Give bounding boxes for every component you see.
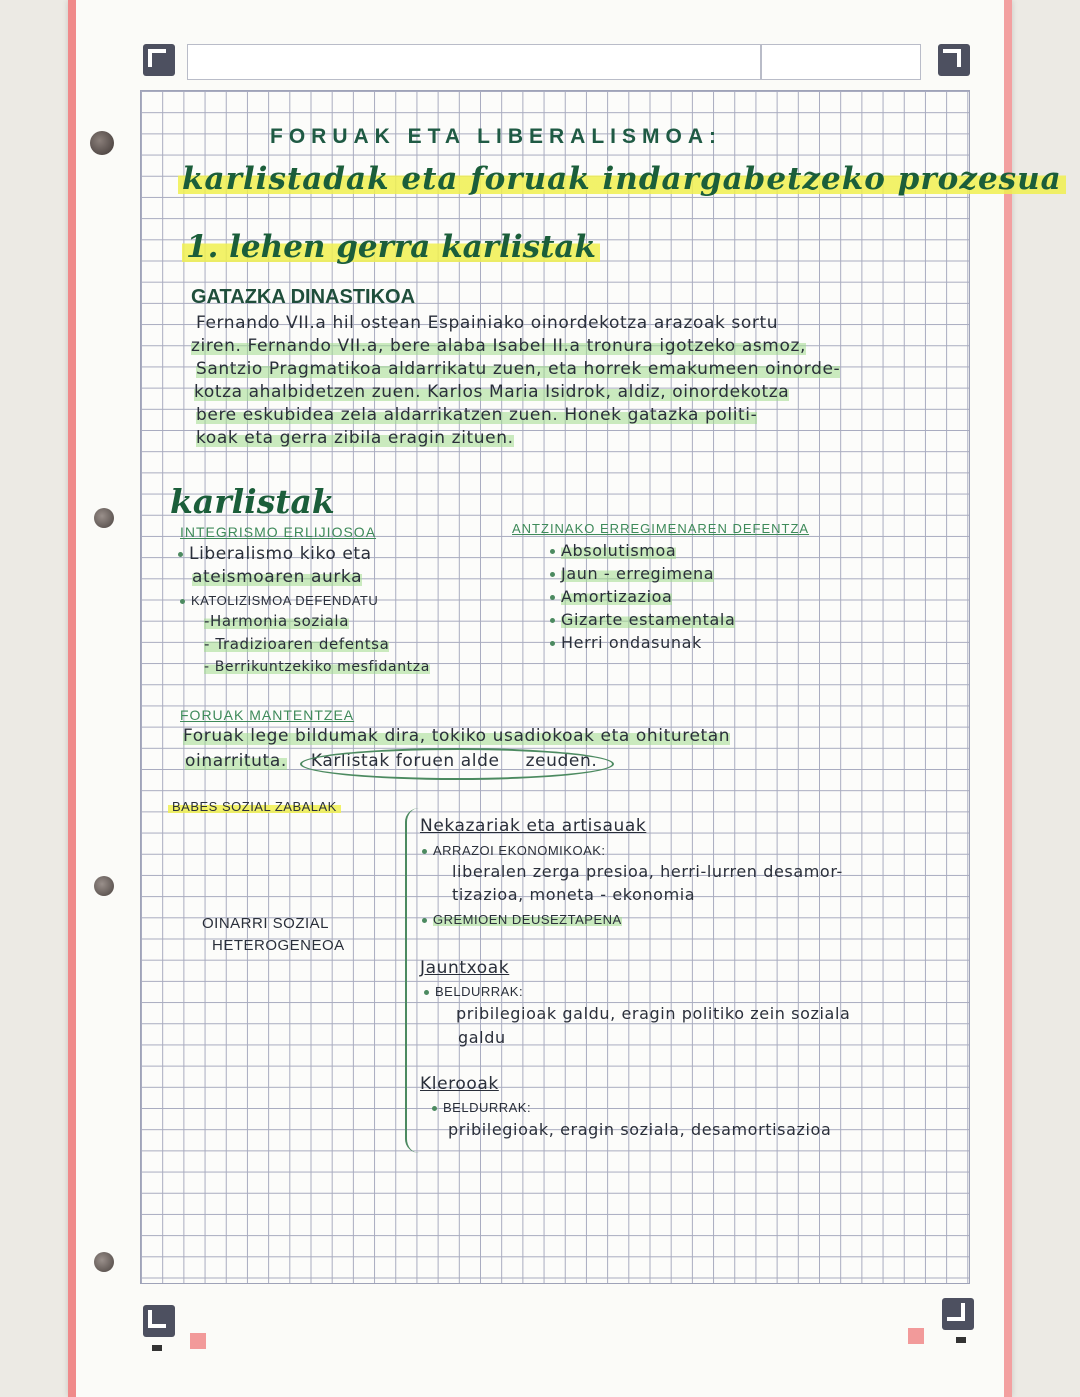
punch-hole-4 [94, 1252, 114, 1272]
pink-square-right [908, 1328, 924, 1344]
right-item: Gizarte estamentala [550, 612, 735, 628]
title-caps: FORUAK ETA LIBERALISMOA: [270, 125, 722, 148]
corner-mark-bottom-right-icon [942, 1298, 974, 1330]
section1-line: ziren. Fernando VII.a, bere alaba Isabel II.a tronura igotzeko asmoz, [191, 336, 806, 356]
grid-paper [140, 90, 970, 1284]
header-box [187, 44, 921, 80]
left-item: KATOLIZISMOA DEFENDATU [180, 594, 378, 607]
group-text: galdu [458, 1028, 506, 1047]
right-item: Amortizazioa [550, 589, 672, 605]
left-item: Liberalismo kiko eta [178, 546, 372, 563]
corner-mark-top-left-icon [143, 44, 175, 76]
section1-subheading: GATAZKA DINASTIKOA [191, 286, 416, 308]
left-subheading: INTEGRISMO ERLIJIOSOA [180, 524, 377, 540]
section1-line: Santzio Pragmatikoa aldarrikatu zuen, eta horrek emakumeen oinorde- [196, 359, 841, 379]
group-bullet: BELDURRAK: [424, 985, 523, 998]
forua-subheading: FORUAK MANTENTZEA [180, 707, 355, 723]
forua-line1: Foruak lege bildumak dira, tokiko usadiokoak eta ohituretan [183, 726, 731, 746]
right-item: Herri ondasunak [550, 635, 702, 651]
corner-mark-bottom-left-icon [143, 1305, 175, 1337]
corner-mark-top-right-icon [938, 44, 970, 76]
section1-line: kotza ahalbidetzen zuen. Karlos Maria Isidrok, aldiz, oinordekotza [194, 382, 790, 402]
right-item: Jaun - erregimena [550, 566, 714, 582]
punch-hole-3 [94, 876, 114, 896]
section1-heading: 1. lehen gerra karlistak [182, 232, 600, 263]
section3-label: BABES SOZIAL ZABALAK [168, 800, 341, 813]
right-item: Absolutismoa [550, 543, 676, 559]
group-title: Jauntxoak [420, 958, 510, 978]
group-text: tizazioa, moneta - ekonomia [452, 885, 696, 904]
left-item: ateismoaren aurka [192, 567, 363, 587]
section1-line: bere eskubidea zela aldarrikatzen zuen. Honek gatazka politi- [196, 405, 758, 425]
group-bullet: BELDURRAK: [432, 1101, 531, 1114]
group-title: Nekazariak eta artisauak [420, 816, 647, 836]
section1-line: Fernando VII.a hil ostean Espainiako oinordekotza arazoak sortu [196, 313, 779, 333]
right-subheading: ANTZINAKO ERREGIMENAREN DEFENTZA [512, 521, 810, 536]
punch-hole-1 [90, 131, 114, 155]
bottom-left-mark [152, 1345, 162, 1351]
title-script: karlistadak eta foruak indargabetzeko prozesua [178, 164, 1066, 195]
bottom-right-mark [956, 1337, 966, 1343]
pink-square-left [190, 1333, 206, 1349]
left-item: - Tradizioaren defentsa [204, 635, 390, 653]
left-margin-stripe [68, 0, 76, 1397]
group-bullet: GREMIOEN DEUSEZTAPENA [422, 913, 622, 926]
left-item: -Harmonia soziala [204, 612, 349, 630]
right-margin-stripe [1004, 0, 1012, 1397]
left-item: - Berrikuntzekiko mesfidantza [204, 659, 430, 675]
section2-heading: karlistak [170, 482, 335, 521]
group-text: pribilegioak, eragin soziala, desamortisazioa [448, 1120, 832, 1139]
section3-left1: OINARRI SOZIAL [202, 915, 330, 932]
circled-phrase-outline [300, 748, 614, 780]
brace [405, 808, 423, 1153]
section1-line: koak eta gerra zibila eragin zituen. [196, 428, 514, 448]
section3-left2: HETEROGENEOA [212, 937, 345, 954]
group-text: liberalen zerga presioa, herri-lurren desamor- [452, 862, 843, 881]
group-title: Klerooak [420, 1074, 499, 1094]
punch-hole-2 [94, 508, 114, 528]
header-divider [760, 44, 762, 80]
forua-line2: oinarrituta. Karlistak foruen alde zeuden. [185, 751, 598, 771]
group-text: pribilegioak galdu, eragin politiko zein soziala [456, 1004, 851, 1023]
group-bullet: ARRAZOI EKONOMIKOAK: [422, 844, 606, 857]
